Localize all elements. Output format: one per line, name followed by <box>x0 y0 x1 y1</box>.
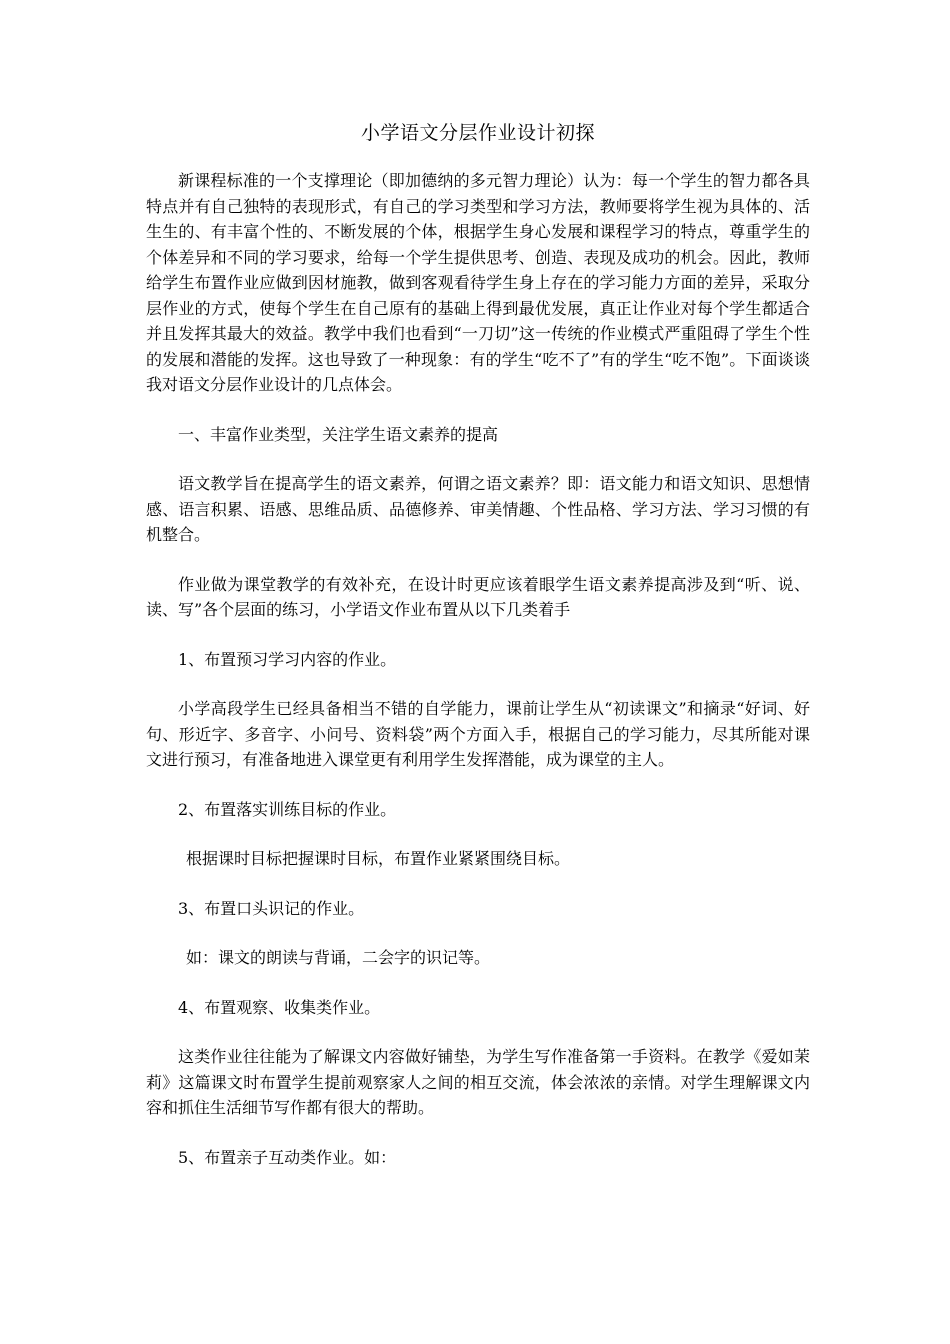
paragraph-homework-role: 作业做为课堂教学的有效补充，在设计时更应该着眼学生语文素养提高涉及到“听、说、读、写”各个层面的练习，小学语文作业布置从以下几类着手 <box>146 574 810 619</box>
item-heading-1: 1、布置预习学习内容的作业。 <box>178 649 397 669</box>
paragraph-literacy: 语文教学旨在提高学生的语文素养，何谓之语文素养？即：语文能力和语文知识、思想情感、语言积累、语感、思维品质、品德修养、审美情趣、个性品格、学习方法、学习习惯的有机整合。 <box>146 474 810 544</box>
document-page <box>146 118 810 1194</box>
item-heading-4: 4、布置观察、收集类作业。 <box>178 997 381 1017</box>
paragraph-observation: 这类作业往往能为了解课文内容做好铺垫，为学生写作准备第一手资料。在教学《爱如茉莉》这篇课文时布置学生提前观察家人之间的相互交流，体会浓浓的亲情。对学生理解课文内容和抓住生活细节写作都有很大的帮助。 <box>146 1047 810 1117</box>
item-heading-3: 3、布置口头识记的作业。 <box>178 898 365 918</box>
item-heading-5: 5、布置亲子互动类作业。如： <box>178 1147 397 1167</box>
section-heading-1: 一、丰富作业类型，关注学生语文素养的提高 <box>178 424 499 444</box>
document-title: 小学语文分层作业设计初探 <box>360 122 595 144</box>
paragraph-preview: 小学高段学生已经具备相当不错的自学能力，课前让学生从“初读课文”和摘录“好词、好句、形近字、多音字、小问号、资料袋”两个方面入手，根据自己的学习能力，尽其所能对课文进行预习，有准备地进入课堂更有利用学生发挥潜能，成为课堂的主人。 <box>146 699 810 769</box>
paragraph-oral: 如：课文的朗读与背诵，二会字的识记等。 <box>186 948 491 967</box>
item-heading-2: 2、布置落实训练目标的作业。 <box>178 799 397 819</box>
paragraph-target: 根据课时目标把握课时目标，布置作业紧紧围绕目标。 <box>186 849 571 868</box>
intro-paragraph: 新课程标准的一个支撑理论（即加德纳的多元智力理论）认为：每一个学生的智力都各具特点并有自己独特的表现形式，有自己的学习类型和学习方法，教师要将学生视为具体的、活生生的、有丰富个性的、不断发展的个体，根据学生身心发展和课程学习的特点，尊重学生的个体差异和不同的学习要求，给每一个学生提供思考、创造、表现及成功的机会。因此，教师给学生布置作业应做到因材施教，做到客观看待学生身上存在的学习能力方面的差异，采取分层作业的方式，使每个学生在自己原有的基础上得到最优发展，真正让作业对每个学生都适合并且发挥其最大的效益。教学中我们也看到“一刀切”这一传统的作业模式严重阻碍了学生个性的发展和潜能的发挥。这也导致了一种现象：有的学生“吃不了”有的学生“吃不饱”。下面谈谈我对语文分层作业设计的几点体会。 <box>146 171 810 394</box>
